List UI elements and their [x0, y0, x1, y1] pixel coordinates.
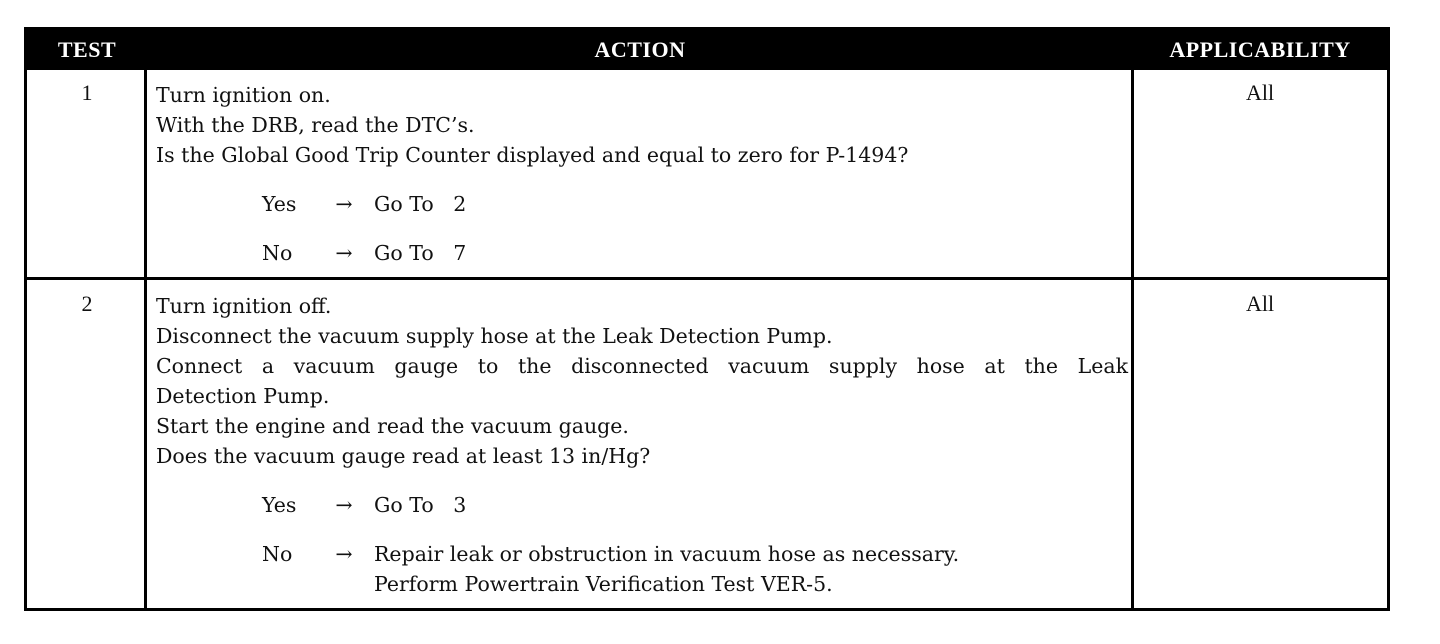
branch-text-block	[374, 539, 959, 599]
applicability-value: All	[1245, 80, 1275, 105]
applicability-value: All	[1245, 291, 1275, 316]
action-line: Start the engine and read the vacuum gauge.	[156, 414, 629, 438]
action-cell	[156, 80, 1128, 268]
action-line: Is the Global Good Trip Counter displayed and equal to zero for P-1494?	[156, 143, 909, 167]
branch-text: Perform Powertrain Verification Test VER-5.	[374, 572, 833, 596]
action-line: Connect a vacuum gauge to the disconnected vacuum supply hose at the Leak	[156, 354, 1128, 378]
action-line: Detection Pump.	[156, 384, 330, 408]
action-line: With the DRB, read the DTC’s.	[156, 113, 475, 137]
right-arrow-icon: →	[335, 241, 353, 265]
header-action: ACTION	[594, 37, 686, 62]
branch-yes	[262, 189, 1128, 219]
header-test: TEST	[57, 37, 117, 62]
branch-yes	[262, 490, 1128, 520]
branch-text: Go To 3	[374, 493, 467, 517]
right-arrow-icon: →	[335, 192, 353, 216]
branch-label: No	[262, 241, 293, 265]
table-header-row	[27, 30, 1387, 70]
column-divider-test	[144, 70, 147, 608]
branch-label: Yes	[262, 493, 297, 517]
branch-text: Go To 2	[374, 192, 467, 216]
branch-text: Repair leak or obstruction in vacuum hose as necessary.	[374, 542, 960, 566]
right-arrow-icon: →	[335, 493, 353, 517]
diagnostic-test-table	[24, 27, 1390, 611]
row-divider	[27, 277, 1387, 280]
column-divider-action	[1131, 70, 1134, 608]
branch-no	[262, 539, 1128, 599]
action-line: Disconnect the vacuum supply hose at the Leak Detection Pump.	[156, 324, 833, 348]
branch-label: No	[262, 542, 293, 566]
action-line: Turn ignition on.	[156, 83, 331, 107]
action-line: Turn ignition off.	[156, 294, 332, 318]
branch-label: Yes	[262, 192, 297, 216]
action-line: Does the vacuum gauge read at least 13 in/Hg?	[156, 444, 651, 468]
branch-text: Go To 7	[374, 241, 467, 265]
branch-no	[262, 238, 1128, 268]
right-arrow-icon: →	[335, 542, 353, 566]
test-number: 2	[81, 291, 93, 316]
action-cell	[156, 291, 1128, 599]
test-number: 1	[81, 80, 93, 105]
header-applicability: APPLICABILITY	[1169, 37, 1351, 62]
